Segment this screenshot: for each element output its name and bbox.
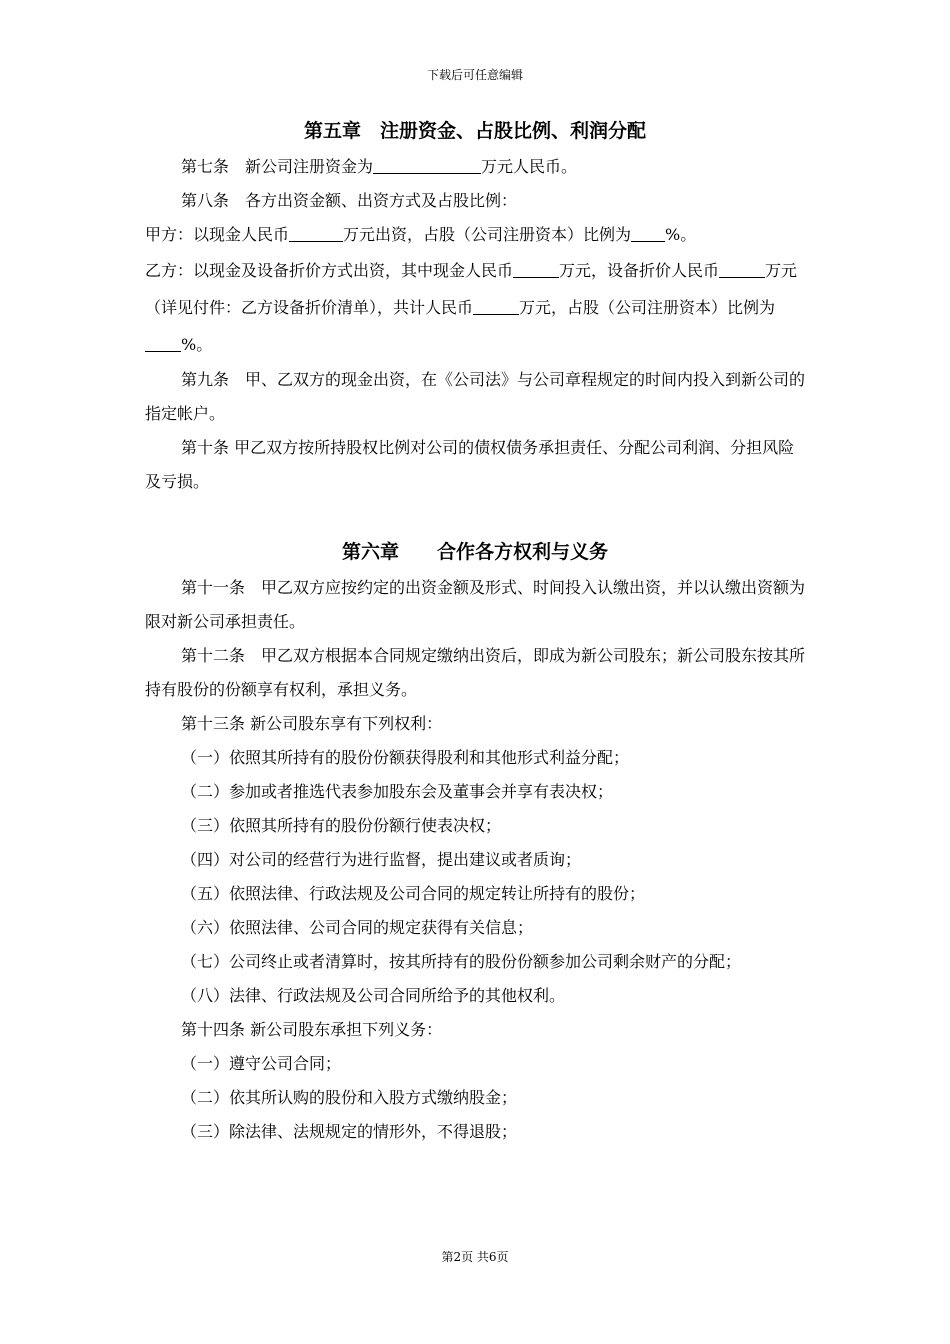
party-a-text-a: 甲方：以现金人民币 <box>145 225 290 244</box>
article-7-text-a: 第七条 新公司注册资金为 <box>181 157 374 176</box>
article-14: 第十四条 新公司股东承担下列义务： <box>181 1020 443 1039</box>
party-b-text-a: 乙方：以现金及设备折价方式出资，其中现金人民币 <box>145 261 514 280</box>
duty-item-2: （二）依其所认购的股份和入股方式缴纳股金； <box>181 1088 518 1107</box>
right-item-2: （二）参加或者推选代表参加股东会及董事会并享有表决权； <box>181 782 614 801</box>
article-11: 第十一条 甲乙双方应按约定的出资金额及形式、时间投入认缴出资，并以认缴出资额为限对新公司承担责任。 <box>145 578 806 631</box>
party-b-text-e: %。 <box>181 335 213 354</box>
right-item-7: （七）公司终止或者清算时，按其所持有的股份份额参加公司剩余财产的分配； <box>181 952 742 971</box>
right-item-4: （四）对公司的经营行为进行监督，提出建议或者质询； <box>181 850 582 869</box>
page-header: 下载后可任意编辑 <box>426 68 523 82</box>
duty-item-1: （一）遵守公司合同； <box>181 1054 342 1073</box>
document-body <box>145 112 805 1149</box>
article-9: 第九条 甲、乙双方的现金出资，在《公司法》与公司章程规定的时间内投入到新公司的指定帐户。 <box>145 370 806 423</box>
blank-field <box>513 261 559 278</box>
blank-field <box>719 261 765 278</box>
blank-field <box>289 225 343 242</box>
page-footer: 第2页 共6页 <box>441 1250 509 1264</box>
party-a-text-b: 万元出资，占股（公司注册资本）比例为 <box>343 225 632 244</box>
blank-field <box>373 157 481 174</box>
right-item-5: （五）依照法律、行政法规及公司合同的规定转让所持有的股份； <box>181 884 646 903</box>
party-a-contribution <box>145 218 805 252</box>
party-b-text-c: 万元（详见付件：乙方设备折价清单），共计人民币 <box>145 261 798 317</box>
article-8: 第八条 各方出资金额、出资方式及占股比例： <box>181 191 518 210</box>
right-item-8: （八）法律、行政法规及公司合同所给予的其他权利。 <box>181 986 566 1005</box>
party-b-text-b: 万元，设备折价人民币 <box>559 261 720 280</box>
section-spacer <box>145 499 805 533</box>
party-a-text-c: %。 <box>665 225 697 244</box>
article-12: 第十二条 甲乙双方根据本合同规定缴纳出资后，即成为新公司股东；新公司股东按其所持有股份的份额享有权利，承担义务。 <box>145 646 806 699</box>
article-13: 第十三条 新公司股东享有下列权利： <box>181 714 443 733</box>
blank-field <box>145 335 181 352</box>
article-7-text-b: 万元人民币。 <box>481 157 578 176</box>
duty-item-3: （三）除法律、法规规定的情形外，不得退股； <box>181 1122 518 1141</box>
party-b-contribution <box>145 252 805 363</box>
blank-field <box>631 225 665 242</box>
blank-field <box>473 298 519 315</box>
party-b-text-d: 万元，占股（公司注册资本）比例为 <box>519 298 776 317</box>
right-item-6: （六）依照法律、公司合同的规定获得有关信息； <box>181 918 534 937</box>
article-10: 第十条 甲乙双方按所持股权比例对公司的债权债务承担责任、分配公司利润、分担风险及亏损。 <box>145 438 795 491</box>
right-item-3: （三）依照其所持有的股份份额行使表决权； <box>181 816 502 835</box>
article-7 <box>145 150 805 184</box>
chapter6-title: 第六章 合作各方权利与义务 <box>341 541 608 563</box>
right-item-1: （一）依照其所持有的股份份额获得股利和其他形式利益分配； <box>181 748 630 767</box>
chapter5-title: 第五章 注册资金、占股比例、利润分配 <box>303 120 646 142</box>
